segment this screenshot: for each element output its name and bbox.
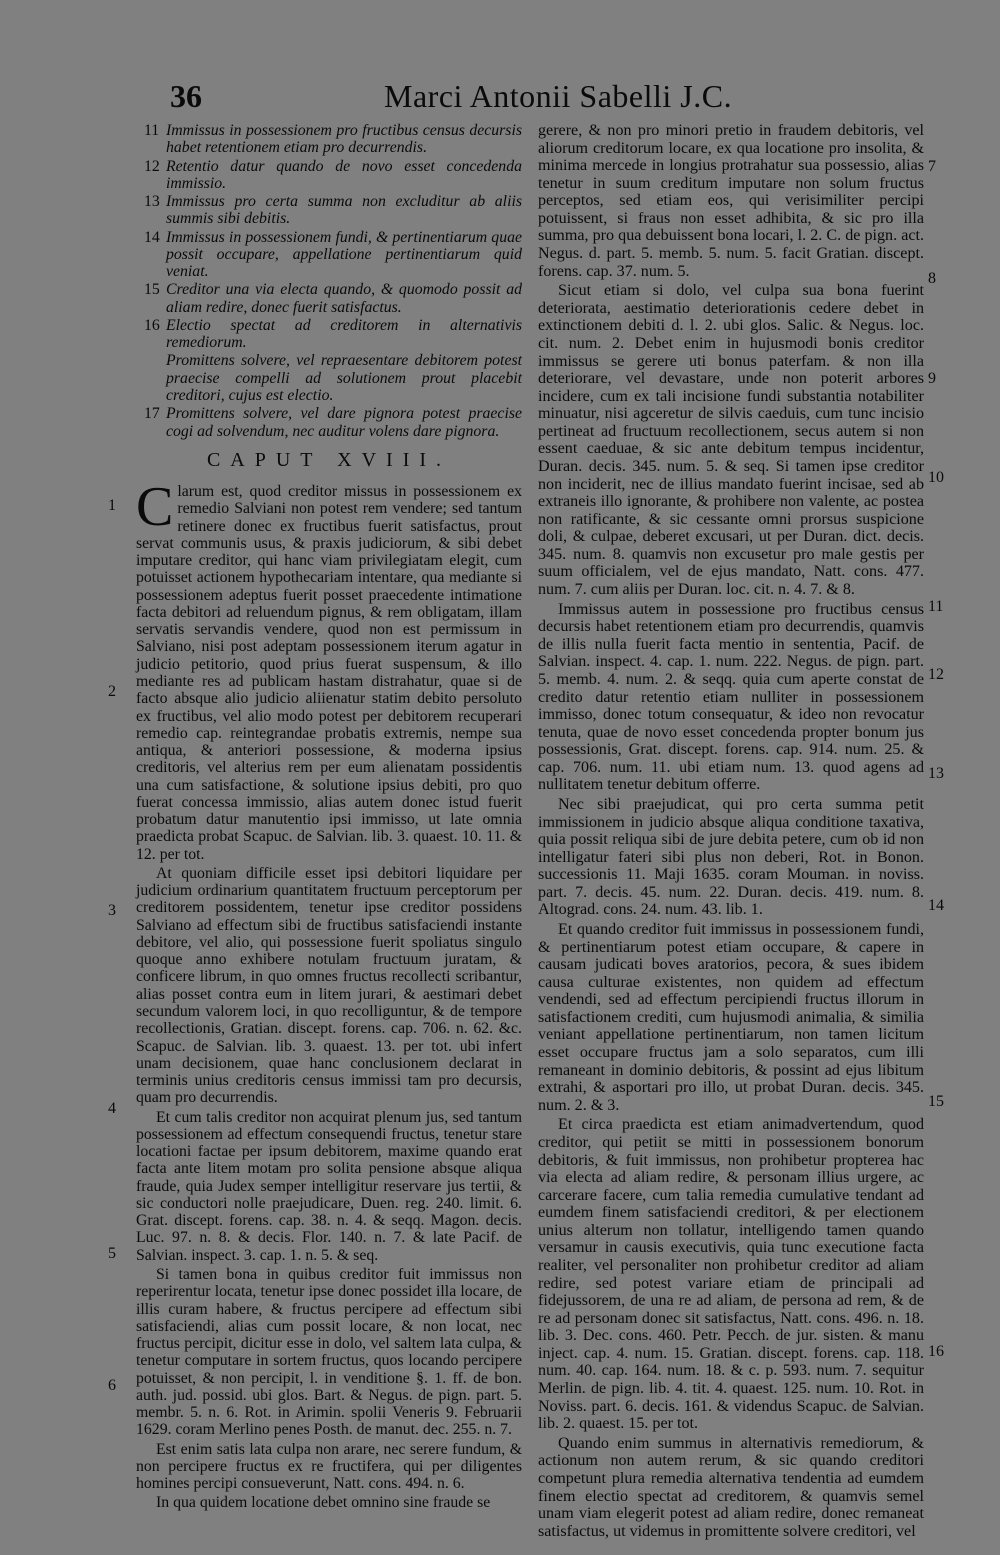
page-number: 36: [170, 78, 202, 114]
chapter-heading: CAPUT XVIII.: [206, 448, 452, 471]
left-column: [136, 122, 522, 1514]
body-paragraph: Et circa praedicta est etiam animadvertendum, quod creditor, qui petiit se mitti in possessionem bonorum debitoris, & fuit immissus, non prohibetur propterea hac via electa ad aliam redire, & personam illius urgere, ac carcerare facere, cum talia remedia cumulative tendant ad eumdem finem satisfaciendi creditori, & per electionem unius alterum non tollatur, intelligendo tamen quando versamur in causis executivis, quia tunc executione facta realiter, vel personaliter non prohibetur creditor ad aliam redire, sed potest variare etiam de principali ad fidejussorem, de una re ad aliam, de persona ad rem, & de re ad personam donec sit satisfactus, Natt. cons. 496. n. 18. lib. 3. Dec. cons. 460. Petr. Pecch. de jur. sisten. & manu inject. cap. 4. num. 15. Gratian. discept. forens. cap. 118. num. 40. cap. 164. num. 18. & c. p. 593. num. 7. sequitur Merlin. de pign. lib. 4. tit. 4. quaest. 125. num. 10. Rot. in Noviss. part. 6. decis. 161. & videndus Scapuc. de Salvian. lib. 2. quaest. 15. per tot.: [538, 1116, 924, 1433]
body-paragraph: Et cum talis creditor non acquirat plenum jus, sed tantum possessionem ad effectum consequendi fructus, tenetur stare locationi factae per ipsum debitorem, maxime quando erat facta ante litem motam pro solita pensione absque aliqua fraude, quia Judex semper intelligitur reservare jus tertii, & sic conductori nolle praejudicare, Duen. reg. 240. limit. 6. Grat. discept. forens. cap. 38. n. 4. & seqq. Magon. decis. Luc. 97. n. 8. & decis. Flor. 140. n. 7. & late Pacif. de Salvian. inspect. 3. cap. 1. n. 5. & seq.: [136, 1108, 522, 1264]
margin-number: 4: [108, 1100, 116, 1117]
margin-number: 9: [928, 370, 936, 387]
summary-item: [136, 193, 522, 228]
summary-number: 12: [144, 157, 160, 175]
margin-number: 12: [928, 666, 944, 683]
summary-item: [136, 158, 522, 193]
summary-item: [136, 405, 522, 440]
margin-number: 11: [928, 598, 944, 615]
summary-number: 15: [144, 281, 160, 299]
summary-number: 11: [144, 122, 160, 139]
body-paragraph: In qua quidem locatione debet omnino sine fraude se: [156, 1494, 491, 1512]
body-paragraph: Est enim satis lata culpa non arare, nec serere fundum, & non percipere fructus ex re fructifera, qui per diligentes homines percipi consueverunt, Natt. cons. 494. n. 6.: [136, 1440, 522, 1493]
summary-text: Promittens solvere, vel repraesentare debitorem potest praecise compelli ad solutionem prout placebit creditori, cujus est electio.: [166, 352, 522, 404]
margin-number: 16: [928, 1343, 944, 1360]
margin-number: 7: [928, 158, 936, 175]
margin-number: 6: [108, 1377, 116, 1394]
margin-number: 8: [928, 270, 936, 287]
margin-number: 10: [928, 469, 944, 486]
summary-number: 13: [144, 193, 160, 211]
summary-item: [136, 281, 522, 316]
body-paragraph: Clarum est, quod creditor missus in possessionem ex remedio Salviani non potest rem vendere; sed tantum retinere donec ex fructibus fuerit satisfactus, prout servat communis usus, & praxis judiciorum, & sibi debet imputare creditor, qui hanc viam privilegiatam elegit, cum potuisset actionem hypothecariam intentare, qua mediante si possessionem adeptus fuerit posset praecedente intimatione facta debitori ad reluendum pignus, & rem obligatam, illam servatis servandis vendere, quod non est permissum in Salviano, nisi post adeptam possessionem iterum agatur in judicio petitorio, quod prius fuerat suspensum, & illo mediante res ad publicam hastam distrahatur, quae si de facto absque alio judicio aliienatur statim debito persoluto ex fructibus, vel alio modo potest per debitorem recuperari remedio cap. reintegrandae probatis extremis, nempe sua antiqua, & anteriori possessione, & moderna ipsius creditoris, vel alterius rem per eum alienatam possidentis una cum satisfactione, & solutione ipsius debiti, pro quo fuerat concessa immissio, alias autem donec istud fuerit probatum datur manutentio ipsi immisso, ut late omnia praedicta probat Scapuc. de Salvian. lib. 3. quaest. 10. 11. & 12. per tot.: [136, 476, 522, 863]
summary-text: Retentio datur quando de novo esset concedenda immissio.: [166, 157, 522, 192]
body-paragraph: At quoniam difficile esset ipsi debitori liquidare per judicium ordinarium quantitatem fructuum perceptorum per creditorem possidentem, tenetur ipse creditor possidens Salviano ad effectum sibi de fructibus satisfaciendi instante debitore, vel alio, qui possessione fuerit spoliatus singulo quoque anno exhibere notulam fructuum juratam, & conficere librum, in quo omnes fructus recollecti scribantur, alias posset contra eum in litem jurari, & aestimari debet secundum valorem loci, in quo recolliguntur, & de tempore recollectionis, Gratian. discept. forens. cap. 706. n. 62. &c. Scapuc. de Salvian. lib. 3. quaest. 13. per tot. ubi infert unam decisionem, quae hanc conclusionem declarat in terminis unius creditoris census immissi tam pro decursis, quam pro decurrendis.: [136, 864, 522, 1107]
summary-text: Immissus pro certa summa non excluditur ab aliis summis sibi debitis.: [166, 193, 522, 228]
body-paragraph: Nec sibi praejudicat, qui pro certa summa petit immissionem in judicio absque aliqua conditione taxativa, quia possit reliqua sibi de jure debita petere, cum ob id non intelligatur fateri sibi plus non deberi, Rot. in Bonon. successionis 11. Maji 1635. coram Mouman. in noviss. part. 7. decis. 45. num. 22. Duran. decis. 419. num. 8. Altograd. cons. 24. num. 43. lib. 1.: [538, 795, 924, 919]
margin-number: 3: [108, 902, 116, 919]
summary-number: 17: [144, 405, 160, 423]
body-paragraph: Sicut etiam si dolo, vel culpa sua bona fuerint deteriorata, aestimatio deteriorationis cedere debet in extinctionem debiti d. l. 2. ubi glos. Salic. & Negus. loc. cit. num. 2. Debet enim in hujusmodi bonis creditor immissus se gerere uti bonus paterfam. & non illa deteriorare, vel devastare, unde non poterit arbores incidere, cum ex tali incisione fundi substantia notabiliter minuatur, nisi agceretur de silvis caeduis, cum tunc incisio pertineat ad fructuum recollectionem, secus autem si non essent caeduae, & sic ante debitum tempus incidentur, Duran. decis. 345. num. 5. & seq. Si tamen ipse creditor non inciderit, nec de illius mandato fuerint incisae, sed ab extraneis illo ignorante, & prohibere non valente, ac postea non ratificante, & sic cessante omni prorsus suspicione doli, & culpae, deberet excusari, ut per Duran. dict. decis. 345. num. 8. quamvis non excusetur pro male gestis per suum officialem, vel de ejus mandato, Natt. cons. 477. num. 7. cum aliis per Duran. loc. cit. n. 4. 7. & 8.: [538, 282, 924, 599]
summary-text: Promittens solvere, vel dare pignora potest praecise cogi ad solvendum, nec auditur volens dare pignora.: [166, 405, 522, 440]
summary-number: 16: [144, 316, 160, 334]
summary-item: [136, 122, 522, 157]
running-title: Marci Antonii Sabelli J.C.: [384, 78, 733, 114]
margin-number: 15: [928, 1093, 944, 1110]
summary-item: [136, 317, 522, 352]
body-paragraph: gerere, & non pro minori pretio in fraudem debitoris, vel aliorum creditorum locare, ex qua locatione pro insolita, & minima mercede in longius protrahatur sua possessio, alias tenetur in suum creditum imputare non solum fructus perceptos, sed etiam eos, qui verisimiliter percipi potuissent, si fraus non esset adhibita, & sic pro illa summa, pro qua debuissent bona locari, l. 2. C. de pign. act. Negus. d. part. 5. memb. 5. num. 5. facit Gratian. discept. forens. cap. 37. num. 5.: [538, 122, 924, 280]
margin-number: 2: [108, 683, 116, 700]
body-paragraph: Immissus autem in possessione pro fructibus census decursis habet retentionem etiam pro decurrendis, quamvis de illis nulla fuerit facta mentio in sententia, Pacif. de Salvian. inspect. 4. cap. 1. num. 222. Negus. de pign. part. 5. memb. 4. num. 2. & seqq. quia cum aperte constat de credito datur retentio etiam nulliter in possessionem immisso, donec totum consequatur, & ideo non revocatur tenuta, quae de novo esset concedenda propter bonum jus possessionis, Grat. discept. forens. cap. 914. num. 25. & cap. 706. num. 11. ubi etiam num. 13. quod agens ad nullitatem tenetur debitum offerre.: [538, 600, 924, 794]
summary-text: Electio spectat ad creditorem in alternativis remediorum.: [166, 316, 522, 352]
body-paragraph: Et quando creditor fuit immissus in possessionem fundi, & pertinentiarum potest etiam occupare, & capere in causam judicati boves aratorios, pecora, & sues ibidem causa culturae existentes, non quidem ad effectum vendendi, sed ad effectum percipiendi fructus illorum in satisfactionem crediti, cum hujusmodi animalia, & similia veniant appellatione pertinentiarum, non tamen licitum esset occupare fructus jam a solo separatos, cum illi remaneant in dominio debitoris, & possint ad ejus libitum extrahi, & asportari pro illo, ut probat Duran. decis. 345. num. 2. & 3.: [538, 921, 924, 1114]
margin-number: 14: [928, 897, 944, 914]
body-paragraph: Si tamen bona in quibus creditor fuit immissus non reperirentur locata, tenetur ipse donec possidet illa locare, de illis curam habere, & fructus percipere ad effectum sibi satisfaciendi, alias cum possit locare, & non locat, nec fructus percipit, dicitur esse in dolo, vel saltem lata culpa, & tenetur computare in sortem fructus, quos locando percipere potuisset, & non percipit, l. in venditione §. 1. ff. de bon. auth. jud. possid. ubi glos. Bart. & Negus. de pign. part. 5. membr. 5. n. 6. Rot. in Arimin. spolii Veneris 9. Februarii 1629. coram Merlino penes Posth. de manut. dec. 255. n. 7.: [136, 1266, 522, 1439]
summary-item: [136, 229, 522, 281]
page-header: [0, 78, 1000, 126]
right-column: [538, 122, 924, 1542]
summary-text: Creditor una via electa quando, & quomodo possit ad aliam redire, donec fuerit satisfactus.: [166, 281, 522, 316]
summary-number: 14: [144, 228, 160, 246]
margin-number: 13: [928, 765, 944, 782]
summary-text: Immissus in possessionem fundi, & pertinentiarum quae possit occupare, appellatione pertinentiarum quid veniat.: [166, 228, 522, 281]
summary-item: [136, 352, 522, 404]
margin-number: 5: [108, 1245, 116, 1262]
body-paragraph: Quando enim summus in alternativis remediorum, & actionum non autem rerum, & sic quando creditori competunt plura remedia alternativa tendentia ad eumdem finem electio spectat ad creditorem, & quamvis semel unam viam elegerit potest ad aliam redire, donec remaneat satisfactus, ut videmus in promittente solvere creditori, vel: [538, 1434, 924, 1540]
margin-number: 1: [108, 497, 116, 514]
summary-text: Immissus in possessionem pro fructibus census decursis habet retentionem etiam pro decurrendis.: [166, 122, 522, 157]
chapter-summary: [136, 122, 522, 440]
